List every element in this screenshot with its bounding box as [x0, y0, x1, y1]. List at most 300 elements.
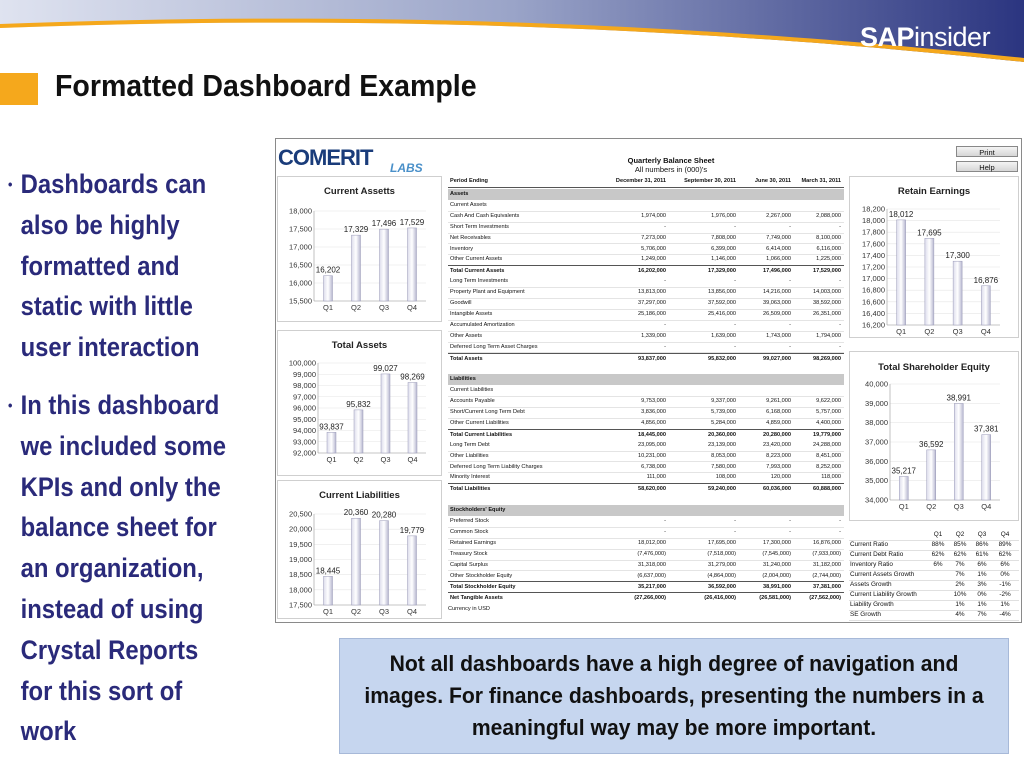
table-cell: (6,637,000) [637, 572, 666, 579]
data-label: 38,991 [946, 393, 971, 403]
table-cell: 38,991,000 [763, 584, 791, 591]
table-cell: 18,445,000 [638, 431, 666, 438]
kpi-cell: 6% [1000, 561, 1010, 568]
table-cell: - [734, 528, 736, 535]
table-cell: - [839, 343, 841, 350]
table-cell: 38,592,000 [813, 300, 841, 306]
table-cell: 25,416,000 [708, 310, 736, 317]
x-tick-label: Q2 [924, 327, 935, 336]
bullet-line: Dashboards can [20, 169, 207, 199]
table-cell: 8,451,000 [816, 452, 841, 459]
header-cell: March 31, 2011 [801, 178, 841, 184]
bullet-line: user interaction [20, 332, 200, 363]
bar [982, 435, 991, 500]
x-tick-label: Q1 [896, 327, 907, 336]
y-tick-label: 99,000 [293, 369, 316, 379]
bar [380, 229, 389, 301]
chart-title: Total Shareholder Equity [878, 362, 990, 373]
y-tick-label: 17,800 [862, 227, 885, 237]
x-tick-label: Q4 [980, 327, 991, 336]
y-tick-label: 35,000 [865, 476, 888, 486]
table-cell: 13,813,000 [638, 289, 666, 296]
kpi-cell: 85% [953, 541, 967, 548]
y-tick-label: 17,500 [289, 224, 312, 234]
table-cell: 24,288,000 [813, 441, 841, 448]
bullet-dot: • [8, 176, 13, 192]
table-cell: 4,400,000 [816, 419, 841, 426]
table-cell: Property Plant and Equipment [450, 289, 525, 296]
y-tick-label: 98,000 [293, 381, 316, 390]
table-cell: 9,622,000 [816, 398, 841, 405]
kpi-cell: Q4 [1000, 531, 1010, 538]
table-cell: Long Term Debt [450, 441, 490, 448]
bar [925, 238, 934, 325]
table-cell: 31,182,000 [813, 561, 841, 568]
bar [324, 576, 333, 605]
table-cell: Cash And Cash Equivalents [450, 212, 520, 219]
brand-logo: SAPinsider [860, 22, 991, 52]
bullet-line: KPIs and only the [20, 471, 221, 502]
table-cell: 6,168,000 [766, 409, 791, 415]
table-cell: 95,832,000 [708, 355, 736, 362]
table-cell: Common Stock [450, 528, 489, 535]
table-cell: 7,749,000 [766, 234, 791, 241]
bar [324, 276, 333, 301]
table-cell: 1,339,000 [641, 332, 666, 339]
section-row [448, 505, 844, 516]
table-cell: Long Term Investments [450, 278, 509, 285]
table-cell: 17,496,000 [763, 268, 791, 275]
table-cell: 6,116,000 [816, 245, 841, 252]
kpi-cell: 0% [1000, 571, 1010, 578]
data-label: 98,269 [400, 372, 425, 382]
table-cell: - [789, 528, 791, 535]
section-row [448, 374, 844, 385]
table-cell: 3,836,000 [641, 409, 666, 415]
kpi-cell: Current Ratio [850, 541, 889, 548]
kpi-cell: 2% [955, 581, 965, 588]
data-label: 19,779 [399, 525, 425, 535]
table-cell: - [789, 278, 791, 285]
table-cell: 13,856,000 [708, 289, 736, 296]
table-row [448, 494, 844, 505]
table-cell: Net Tangible Assets [450, 595, 503, 602]
table-cell: Deferred Long Term Asset Charges [450, 343, 538, 350]
table-cell: 16,202,000 [638, 268, 666, 275]
x-tick-label: Q3 [380, 455, 391, 464]
kpi-cell: 6% [977, 561, 987, 568]
kpi-cell: 7% [955, 561, 965, 568]
table-cell: Capital Surplus [450, 561, 488, 568]
kpi-cell: 88% [931, 541, 945, 548]
table-cell: - [839, 321, 841, 328]
table-cell: 37,297,000 [638, 300, 666, 306]
bar [352, 518, 361, 605]
table-cell: 10,231,000 [638, 452, 666, 459]
table-cell: Short Term Investments [450, 223, 509, 230]
table-cell: 19,779,000 [813, 431, 841, 438]
table-cell: (4,864,000) [707, 572, 736, 579]
y-tick-label: 16,500 [289, 260, 312, 270]
table-cell: - [839, 223, 841, 230]
chart-title: Current Liabilities [319, 490, 400, 501]
y-tick-label: 94,000 [293, 426, 316, 435]
table-cell: Liabilities [450, 376, 476, 383]
table-cell: 120,000 [770, 474, 791, 481]
table-cell: Current Liabilities [450, 387, 494, 394]
x-tick-label: Q4 [407, 455, 418, 464]
chart-plot [850, 352, 1020, 522]
table-cell: 17,529,000 [813, 268, 841, 275]
y-tick-label: 16,800 [862, 285, 885, 295]
table-cell: 8,053,000 [711, 452, 736, 459]
table-row [448, 592, 844, 604]
bullet-line: Crystal Reports [20, 634, 199, 665]
table-cell: 17,695,000 [708, 539, 736, 546]
table-cell: 1,225,000 [816, 256, 841, 263]
data-label: 18,012 [888, 209, 914, 219]
help-button[interactable]: Help [956, 161, 1018, 172]
table-cell: 4,856,000 [641, 419, 666, 426]
y-tick-label: 36,000 [865, 456, 888, 466]
chart-plot [278, 481, 443, 620]
section-row [448, 189, 844, 200]
table-cell: 9,753,000 [641, 398, 666, 405]
table-cell: Minority Interest [450, 474, 490, 481]
data-label: 99,027 [373, 363, 398, 373]
kpi-cell: 86% [975, 541, 989, 548]
table-cell: 98,269,000 [813, 355, 841, 362]
table-cell: 1,743,000 [766, 332, 791, 339]
table-cell: 25,186,000 [638, 310, 666, 317]
y-tick-label: 40,000 [865, 379, 888, 389]
y-tick-label: 19,000 [289, 555, 312, 564]
table-cell: 20,280,000 [763, 431, 791, 438]
table-cell: 31,240,000 [763, 561, 791, 568]
table-cell: 6,399,000 [711, 245, 736, 252]
table-cell: 26,509,000 [763, 310, 791, 317]
y-tick-label: 18,000 [289, 206, 312, 216]
table-cell: 31,279,000 [708, 561, 736, 568]
data-label: 95,832 [346, 399, 371, 409]
kpi-cell: 61% [975, 551, 989, 558]
y-tick-label: 17,000 [289, 242, 312, 252]
y-tick-label: 19,500 [289, 539, 312, 549]
y-tick-label: 17,500 [289, 600, 312, 610]
table-cell: (2,744,000) [812, 572, 841, 579]
kpi-cell: -4% [999, 611, 1011, 618]
table-cell: 5,757,000 [816, 409, 841, 415]
y-tick-label: 37,000 [865, 437, 888, 447]
balance-sheet-title: Quarterly Balance Sheet [627, 156, 715, 165]
x-tick-label: Q2 [350, 303, 362, 312]
kpi-cell: 3% [977, 581, 987, 588]
table-cell: Intangible Assets [450, 310, 493, 317]
kpi-cell: Current Assets Growth [850, 571, 915, 578]
bar [380, 521, 389, 605]
table-cell: 93,837,000 [638, 355, 666, 362]
data-label: 18,445 [315, 566, 341, 576]
table-cell: 5,284,000 [711, 419, 736, 426]
table-cell: 26,351,000 [813, 310, 841, 317]
y-tick-label: 20,500 [289, 509, 312, 519]
table-cell: 1,146,000 [711, 256, 736, 263]
bullet-line: work [20, 716, 77, 747]
kpi-cell: 1% [955, 601, 965, 608]
data-label: 17,695 [917, 228, 942, 238]
kpi-cell: 7% [955, 571, 965, 578]
kpi-cell: Assets Growth [850, 581, 892, 588]
table-cell: 23,095,000 [638, 441, 666, 448]
table-cell: Other Assets [450, 332, 483, 339]
table-cell: - [664, 223, 666, 230]
title-marker [0, 73, 38, 105]
table-cell: (2,004,000) [762, 572, 791, 579]
comerit-logo: COMERIT LABS [278, 145, 423, 175]
table-cell: 36,592,000 [708, 584, 736, 591]
table-cell: - [789, 518, 791, 524]
header-cell: Period Ending [450, 178, 488, 184]
x-tick-label: Q3 [378, 607, 390, 616]
kpi-cell: 0% [977, 591, 987, 598]
balance-sheet-table [448, 176, 844, 621]
x-tick-label: Q2 [353, 455, 364, 464]
bar [354, 410, 363, 453]
kpi-cell: 6% [933, 561, 943, 568]
bar [981, 286, 990, 325]
total-assets-chart [277, 330, 442, 476]
table-cell: 20,360,000 [708, 431, 736, 438]
kpi-cell: 62% [953, 551, 967, 558]
kpi-cell: SE Growth [850, 611, 881, 618]
table-cell: 7,580,000 [711, 463, 736, 470]
y-tick-label: 16,000 [289, 278, 312, 288]
table-cell: Treasury Stock [450, 550, 488, 557]
table-cell: 118,000 [821, 474, 841, 481]
y-tick-label: 17,400 [862, 250, 885, 260]
retain-earnings-chart [849, 176, 1019, 338]
table-cell: 2,088,000 [816, 212, 841, 219]
table-cell: 59,240,000 [708, 486, 736, 493]
table-cell: 35,217,000 [638, 584, 666, 591]
y-tick-label: 38,000 [865, 418, 888, 428]
y-tick-label: 96,000 [293, 403, 316, 413]
table-cell: - [664, 343, 666, 350]
table-cell: 1,794,000 [816, 332, 841, 339]
bullet-line: also be highly [20, 209, 180, 240]
bullet-dot: • [8, 397, 13, 413]
table-cell: - [789, 223, 791, 230]
total-shareholder-equity-chart [849, 351, 1019, 521]
bar [352, 235, 361, 301]
table-cell: 18,012,000 [638, 539, 666, 546]
table-cell: 1,066,000 [766, 256, 791, 263]
table-cell: - [734, 343, 736, 350]
y-tick-label: 18,000 [289, 585, 312, 595]
slide-title: Formatted Dashboard Example [55, 68, 477, 103]
table-cell: - [664, 518, 666, 524]
kpi-cell: 4% [955, 611, 965, 618]
table-cell: - [734, 321, 736, 328]
table-cell: Accounts Payable [450, 398, 495, 405]
table-cell: 31,318,000 [638, 561, 666, 568]
table-cell: 58,620,000 [638, 486, 666, 493]
data-label: 16,202 [315, 265, 341, 275]
x-tick-label: Q1 [322, 607, 334, 616]
kpi-cell: Inventory Ratio [850, 561, 893, 568]
y-tick-label: 16,600 [862, 297, 885, 307]
table-cell: 1,974,000 [641, 212, 666, 219]
x-tick-label: Q2 [926, 502, 937, 511]
bullet-line: balance sheet for [20, 512, 217, 543]
table-cell: Total Assets [450, 355, 483, 362]
data-label: 17,496 [371, 219, 397, 229]
table-cell: Deferred Long Term Liability Charges [450, 463, 543, 470]
table-cell: 6,738,000 [641, 463, 666, 470]
table-cell: Total Current Assets [450, 268, 505, 275]
table-cell: 1,976,000 [711, 212, 736, 219]
kpi-cell: Q3 [977, 531, 987, 538]
y-tick-label: 93,000 [293, 437, 316, 447]
table-cell: Stockholders' Equity [450, 507, 506, 514]
table-cell: 23,420,000 [763, 441, 791, 448]
table-cell: 8,100,000 [816, 234, 841, 241]
y-tick-label: 15,500 [289, 296, 312, 306]
table-cell: 14,003,000 [813, 289, 841, 296]
header-cell: June 30, 2011 [754, 178, 791, 184]
bullet-1 [8, 164, 251, 368]
data-label: 36,592 [919, 439, 944, 449]
table-cell: 23,139,000 [708, 441, 736, 448]
kpi-cell: Q1 [933, 531, 943, 538]
table-cell: - [839, 518, 841, 524]
x-tick-label: Q1 [898, 502, 909, 511]
data-label: 37,381 [974, 424, 999, 434]
table-cell: Assets [450, 191, 469, 197]
table-cell: 17,329,000 [708, 268, 736, 275]
bar [897, 220, 906, 325]
bullet-line: In this dashboard [20, 390, 220, 420]
kpi-cell: Current Debt Ratio [850, 551, 904, 558]
bar [327, 432, 336, 453]
table-cell: - [734, 223, 736, 230]
chart-plot [278, 177, 443, 323]
table-cell: - [734, 518, 736, 524]
table-cell: Goodwill [450, 300, 472, 306]
table-cell: 14,216,000 [763, 289, 791, 296]
table-cell: 7,273,000 [641, 234, 666, 241]
table-cell: 5,706,000 [641, 245, 666, 252]
table-cell: 8,223,000 [766, 452, 791, 459]
y-tick-label: 18,200 [862, 204, 885, 214]
table-row [448, 363, 844, 374]
y-tick-label: 39,000 [865, 398, 888, 408]
data-label: 20,360 [343, 508, 369, 518]
y-tick-label: 16,400 [862, 308, 885, 318]
x-tick-label: Q4 [981, 502, 992, 511]
table-cell: Accumulated Amortization [450, 321, 515, 328]
print-button[interactable]: Print [956, 146, 1018, 157]
table-cell: 111,000 [646, 474, 666, 481]
kpi-cell: 10% [953, 591, 967, 598]
table-cell: 37,592,000 [708, 300, 736, 306]
kpi-cell: -2% [999, 591, 1011, 598]
table-cell: 4,859,000 [766, 419, 791, 426]
table-cell: Retained Earnings [450, 539, 497, 546]
table-cell: 9,337,000 [711, 398, 736, 405]
data-label: 35,217 [891, 466, 916, 476]
table-cell: 1,249,000 [641, 256, 666, 263]
header-cell: December 31, 2011 [615, 178, 666, 184]
kpi-cell: 89% [998, 541, 1012, 548]
bullet-line: instead of using [20, 593, 204, 624]
table-cell: - [789, 343, 791, 350]
y-tick-label: 17,600 [862, 239, 885, 249]
header-cell: September 30, 2011 [684, 178, 736, 184]
bar [408, 536, 417, 605]
y-tick-label: 95,000 [293, 414, 316, 424]
table-cell: 39,063,000 [763, 300, 791, 306]
balance-sheet-header [448, 176, 844, 188]
table-cell: (27,266,000) [634, 595, 666, 602]
table-cell: (26,416,000) [704, 595, 736, 602]
y-tick-label: 97,000 [293, 392, 316, 402]
table-cell: - [789, 321, 791, 328]
kpi-cell: 1% [977, 571, 987, 578]
table-cell: 99,027,000 [763, 355, 791, 362]
balance-sheet-subtitle: All numbers in (000)'s [634, 165, 708, 174]
data-label: 17,529 [399, 217, 425, 227]
table-cell: 16,876,000 [813, 539, 841, 546]
table-cell: - [664, 321, 666, 328]
callout-text: Not all dashboards have a high degree of navigation and images. For finance dashboards, presenting the numbers in a meaningful way may be more important. [364, 651, 984, 740]
table-cell: (7,518,000) [707, 550, 736, 557]
table-cell: - [839, 278, 841, 285]
dashboard-screenshot [275, 138, 1022, 623]
bar [954, 404, 963, 500]
kpi-cell: 1% [977, 601, 987, 608]
table-cell: (26,581,000) [759, 595, 791, 602]
currency-note: Currency in USD [448, 606, 490, 613]
x-tick-label: Q3 [953, 502, 964, 511]
y-tick-label: 17,000 [862, 274, 885, 284]
table-cell: 37,381,000 [813, 584, 841, 591]
kpi-cell: Liability Growth [850, 601, 894, 608]
kpi-cell: Current Liability Growth [850, 591, 917, 598]
kpi-cell: 62% [998, 551, 1012, 558]
bar [408, 382, 417, 453]
table-cell: Short/Current Long Term Debt [450, 409, 525, 415]
bar [408, 228, 417, 301]
x-tick-label: Q4 [406, 607, 418, 616]
current-liabilities-chart [277, 480, 442, 619]
x-tick-label: Q3 [952, 327, 963, 336]
table-cell: 9,261,000 [766, 398, 791, 405]
table-cell: - [734, 278, 736, 285]
bar [899, 476, 908, 500]
table-cell: Other Stockholder Equity [450, 572, 513, 579]
table-cell: Other Current Liabilities [450, 419, 509, 426]
table-cell: 2,267,000 [766, 212, 791, 219]
y-tick-label: 16,200 [862, 320, 885, 330]
y-tick-label: 18,000 [862, 216, 885, 226]
data-label: 20,280 [371, 510, 397, 520]
data-label: 16,876 [973, 275, 999, 285]
x-tick-label: Q3 [378, 303, 390, 312]
table-cell: - [664, 278, 666, 285]
table-cell: 17,300,000 [763, 539, 791, 546]
table-cell: Net Receivables [450, 234, 491, 241]
